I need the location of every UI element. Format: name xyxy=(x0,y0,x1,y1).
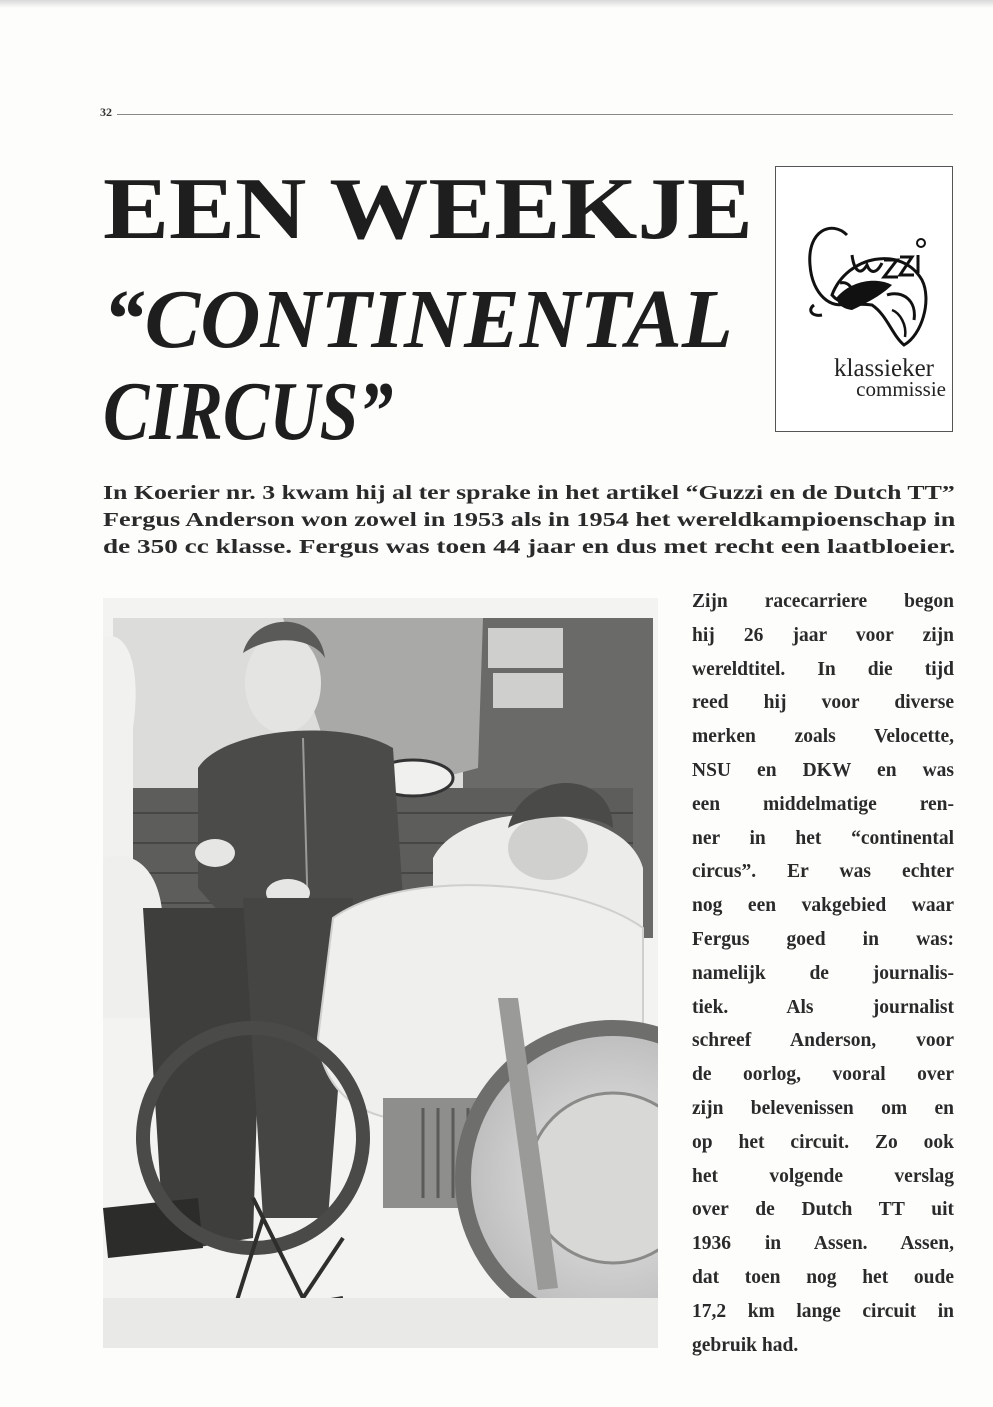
headline-line-3: CIRCUS” xyxy=(103,365,394,458)
body-line: hij 26 jaar voor zijn xyxy=(692,624,954,646)
body-line: 1936 in Assen. Assen, xyxy=(692,1233,954,1255)
intro-paragraph xyxy=(103,480,955,561)
body-line: op het circuit. Zo ook xyxy=(692,1131,954,1153)
body-line: Zijn racecarriere begon xyxy=(692,591,954,612)
body-line: ner in het “continental xyxy=(692,827,954,849)
body-line: gebruik had. xyxy=(692,1334,799,1356)
body-line: 17,2 km lange circuit in xyxy=(692,1300,954,1322)
body-line: tiek. Als journalist xyxy=(692,996,954,1018)
body-line: wereldtitel. In die tijd xyxy=(692,658,954,680)
intro-line: In Koerier nr. 3 kwam hij al ter sprake in het artikel “Guzzi en de Dutch TT” xyxy=(103,482,955,504)
body-line: dat toen nog het oude xyxy=(692,1266,954,1288)
logo-text-klassieker: klassieker xyxy=(834,355,934,382)
body-line: reed hij voor diverse xyxy=(692,692,954,714)
body-line: nog een vakgebied waar xyxy=(692,895,954,917)
body-line: de oorlog, vooral over xyxy=(692,1064,954,1086)
intro-line: Fergus Anderson won zowel in 1953 als in 1954 het wereldkampioenschap in xyxy=(103,509,956,531)
body-line: merken zoals Velocette, xyxy=(692,726,954,748)
header-rule xyxy=(117,114,953,115)
scan-edge xyxy=(0,0,993,8)
photo-illustration xyxy=(103,598,658,1348)
body-line: NSU en DKW en was xyxy=(692,759,954,781)
intro-line: de 350 cc klasse. Fergus was toen 44 jaar en dus met recht een laatbloeier. xyxy=(103,536,956,558)
body-line: een middelmatige ren- xyxy=(692,793,954,815)
body-line: zijn belevenissen om en xyxy=(692,1097,954,1119)
body-line: namelijk de journalis- xyxy=(692,962,954,984)
body-line: Fergus goed in was: xyxy=(692,928,954,950)
photo-fergus-anderson-with-motorcycle xyxy=(103,598,658,1348)
guzzi-klassieker-logo xyxy=(775,166,953,432)
logo-text-commissie: commissie xyxy=(856,377,946,401)
body-line: het volgende verslag xyxy=(692,1165,954,1187)
body-column xyxy=(692,585,954,1362)
guzzi-helmet-logo-icon xyxy=(792,185,938,355)
body-line: over de Dutch TT uit xyxy=(692,1199,954,1221)
headline-line-1: EEN WEEKJE xyxy=(103,161,753,258)
body-line: schreef Anderson, voor xyxy=(692,1030,954,1052)
headline-line-2: “CONTINENTAL xyxy=(103,273,733,366)
page-number: 32 xyxy=(100,105,112,119)
body-line: circus”. Er was echter xyxy=(692,861,954,883)
